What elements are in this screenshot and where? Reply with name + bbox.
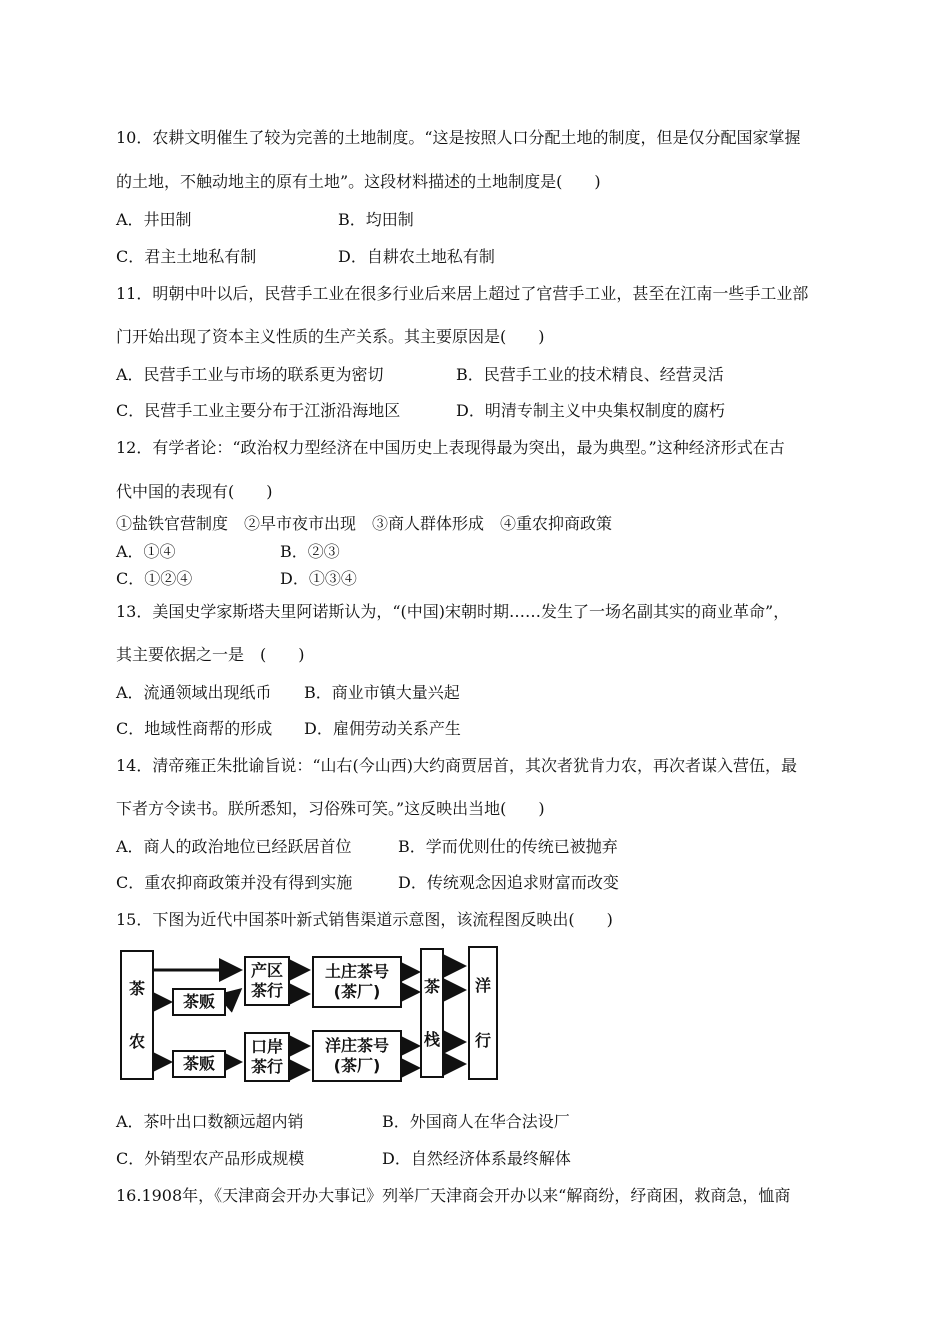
origin-tea-house-box bbox=[244, 956, 290, 1006]
question-10-line-2: 的土地，不触动地主的原有土地”。这段材料描述的土地制度是( ) bbox=[116, 172, 601, 191]
question-14-line-2: 下者方令读书。朕所悉知，习俗殊可笑。”这反映出当地( ) bbox=[116, 799, 545, 818]
option-a: A．民营手工业与市场的联系更为密切 bbox=[116, 365, 384, 384]
option-d: D．明清专制主义中央集权制度的腐朽 bbox=[456, 401, 725, 420]
arrow bbox=[226, 990, 240, 1002]
tea-farmer-label-2: 农 bbox=[128, 1031, 145, 1051]
domestic-tea-firm-box bbox=[312, 956, 402, 1008]
question-11-line-2: 门开始出现了资本主义性质的生产关系。其主要原因是( ) bbox=[116, 327, 545, 346]
origin-tea-house-label-1: 产区 bbox=[250, 961, 283, 980]
origin-tea-house-label-2: 茶行 bbox=[250, 981, 283, 1000]
option-a: A．①④ bbox=[116, 542, 176, 561]
option-a: A．井田制 bbox=[116, 210, 192, 229]
foreign-trading-firm-box bbox=[468, 946, 498, 1080]
option-a: A．流通领域出现纸币 bbox=[116, 683, 272, 702]
tea-farmer-box bbox=[120, 950, 154, 1080]
port-tea-house-box bbox=[244, 1032, 290, 1082]
question-15-line-1: 15．下图为近代中国茶叶新式销售渠道示意图，该流程图反映出( ) bbox=[116, 910, 613, 929]
tea-farmer-label-1: 茶 bbox=[128, 978, 145, 998]
domestic-tea-firm-label-2: (茶厂) bbox=[333, 982, 381, 1001]
option-d: D．雇佣劳动关系产生 bbox=[304, 719, 461, 738]
option-b: B．学而优则仕的传统已被抛弃 bbox=[398, 837, 618, 856]
foreign-tea-firm-label-1: 洋庄茶号 bbox=[324, 1036, 389, 1055]
question-11-line-1: 11．明朝中叶以后，民营手工业在很多行业后来居上超过了官营手工业，甚至在江南一些手工业部 bbox=[116, 284, 809, 303]
option-a: A．茶叶出口数额远超内销 bbox=[116, 1112, 304, 1131]
question-12-line-1: 12．有学者论：“政治权力型经济在中国历史上表现得最为突出，最为典型。”这种经济形式在古 bbox=[116, 438, 785, 457]
tea-warehouse-box bbox=[420, 948, 444, 1078]
option-c: C．地域性商帮的形成 bbox=[116, 719, 273, 738]
tea-peddler-top-box bbox=[172, 988, 226, 1016]
port-tea-house-label-1: 口岸 bbox=[250, 1037, 283, 1056]
tea-warehouse-label-1: 茶 bbox=[423, 976, 440, 996]
tea-sales-flow-diagram bbox=[118, 946, 500, 1082]
tea-peddler-bottom-label: 茶贩 bbox=[182, 1054, 215, 1073]
option-c: C．①②④ bbox=[116, 569, 193, 588]
option-b: B．②③ bbox=[280, 542, 340, 561]
option-b: B．均田制 bbox=[338, 210, 414, 229]
option-c: C．重农抑商政策并没有得到实施 bbox=[116, 873, 353, 892]
question-10-line-1: 10．农耕文明催生了较为完善的土地制度。“这是按照人口分配土地的制度，但是仅分配国家掌握 bbox=[116, 128, 801, 147]
question-12-items: ①盐铁官营制度 ②早市夜市出现 ③商人群体形成 ④重农抑商政策 bbox=[116, 514, 613, 533]
tea-warehouse-label-2: 栈 bbox=[423, 1029, 440, 1049]
option-c: C．外销型农产品形成规模 bbox=[116, 1149, 305, 1168]
foreign-trading-firm-label-2: 行 bbox=[474, 1030, 491, 1050]
option-d: D．传统观念因追求财富而改变 bbox=[398, 873, 619, 892]
option-d: D．①③④ bbox=[280, 569, 357, 588]
tea-peddler-bottom-box bbox=[172, 1050, 226, 1078]
domestic-tea-firm-label-1: 土庄茶号 bbox=[324, 962, 389, 981]
foreign-tea-firm-label-2: (茶厂) bbox=[333, 1056, 381, 1075]
foreign-trading-firm-label-1: 洋 bbox=[474, 975, 491, 995]
question-13-line-2: 其主要依据之一是 ( ) bbox=[116, 645, 305, 664]
option-b: B．民营手工业的技术精良、经营灵活 bbox=[456, 365, 724, 384]
option-b: B．商业市镇大量兴起 bbox=[304, 683, 460, 702]
port-tea-house-label-2: 茶行 bbox=[250, 1057, 283, 1076]
question-13-line-1: 13．美国史学家斯塔夫里阿诺斯认为，“(中国)宋朝时期……发生了一场名副其实的商业革命”， bbox=[116, 602, 790, 621]
option-a: A．商人的政治地位已经跃居首位 bbox=[116, 837, 352, 856]
option-b: B．外国商人在华合法设厂 bbox=[382, 1112, 570, 1131]
tea-peddler-top-label: 茶贩 bbox=[182, 992, 215, 1011]
question-16-line-1: 16.1908年，《天津商会开办大事记》列举厂天津商会开办以来“解商纷，纾商困，救商急，恤商 bbox=[116, 1186, 791, 1205]
question-14-line-1: 14．清帝雍正朱批谕旨说：“山右(今山西)大约商贾居首，其次者犹肯力农，再次者谋入营伍，最 bbox=[116, 756, 798, 775]
option-c: C．民营手工业主要分布于江浙沿海地区 bbox=[116, 401, 401, 420]
foreign-tea-firm-box bbox=[312, 1030, 402, 1082]
question-12-line-2: 代中国的表现有( ) bbox=[116, 482, 273, 501]
option-c: C．君主土地私有制 bbox=[116, 247, 257, 266]
option-d: D．自耕农土地私有制 bbox=[338, 247, 495, 266]
option-d: D．自然经济体系最终解体 bbox=[382, 1149, 571, 1168]
